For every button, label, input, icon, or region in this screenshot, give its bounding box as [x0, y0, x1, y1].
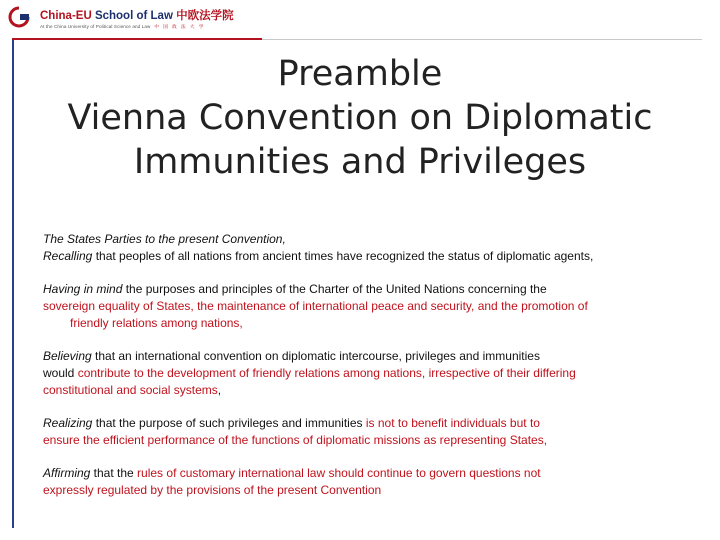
header-grey-rule: [262, 39, 702, 40]
affirming-red-line-2: expressly regulated by the provisions of the present Convention: [43, 483, 382, 497]
believing-line-2: [43, 365, 683, 382]
believing-keyword: Believing: [43, 349, 92, 363]
logo-title-cn: 中欧法学院: [176, 10, 234, 22]
believing-line-2-black: would: [43, 366, 78, 380]
affirming-red-text: rules of customary international law should continue to govern questions not: [137, 466, 541, 480]
believing-text: that an international convention on diplomatic intercourse, privileges and immunities: [91, 349, 540, 363]
realizing-red-text: is not to benefit individuals but to: [365, 416, 540, 430]
believing-line-3-end: ,: [217, 383, 222, 397]
affirming-text: that the: [90, 466, 138, 480]
left-blue-rule: [12, 40, 14, 528]
title-line-1: Preamble: [277, 54, 443, 94]
paragraph-believing: [43, 348, 683, 365]
header-red-rule: [12, 38, 262, 40]
logo-subtitle-en: At the China University of Political Science and Law: [40, 24, 151, 29]
logo-title-rest: School of Law: [91, 10, 173, 22]
paragraph-realizing: [43, 415, 683, 432]
slide-title: [40, 52, 680, 184]
having-in-mind-red-line-3: friendly relations among nations,: [70, 316, 243, 330]
title-line-3: Immunities and Privileges: [133, 142, 587, 182]
realizing-text: that the purpose of such privileges and immunities: [92, 416, 366, 430]
paragraph-having-in-mind: [43, 281, 683, 298]
paragraph-recalling: [43, 248, 683, 265]
realizing-keyword: Realizing: [43, 416, 93, 430]
recalling-keyword: Recalling: [43, 249, 93, 263]
paragraph-states-parties: [43, 231, 683, 248]
logo-title: [40, 7, 234, 23]
realizing-red-line-2: ensure the efficient performance of the functions of diplomatic missions as representing States,: [43, 433, 548, 447]
states-parties-text: The States Parties to the present Convention,: [43, 232, 286, 246]
title-line-2: Vienna Convention on Diplomatic: [67, 98, 653, 138]
believing-line-3: [43, 382, 683, 399]
affirming-keyword: Affirming: [43, 466, 91, 480]
preamble-body: [43, 231, 683, 499]
believing-line-2-red: contribute to the development of friendly relations among nations, irrespective of their differing: [77, 366, 576, 380]
school-emblem-icon: [8, 6, 30, 28]
logo-subtitle-cn: 中 国 政 法 大 学: [154, 24, 205, 29]
having-in-mind-text: the purposes and principles of the Charter of the United Nations concerning the: [122, 282, 547, 296]
logo-subtitle: [40, 24, 205, 30]
having-in-mind-red-line-2: sovereign equality of States, the maintenance of international peace and security, and the promotion of: [43, 299, 588, 313]
recalling-text: that peoples of all nations from ancient times have recognized the status of diplomatic agents,: [92, 249, 594, 263]
logo-title-red: China-EU: [40, 10, 92, 22]
paragraph-affirming: [43, 465, 683, 482]
school-logo: [6, 4, 266, 34]
having-in-mind-keyword: Having in mind: [43, 282, 123, 296]
believing-line-3-red: constitutional and social systems: [43, 383, 218, 397]
